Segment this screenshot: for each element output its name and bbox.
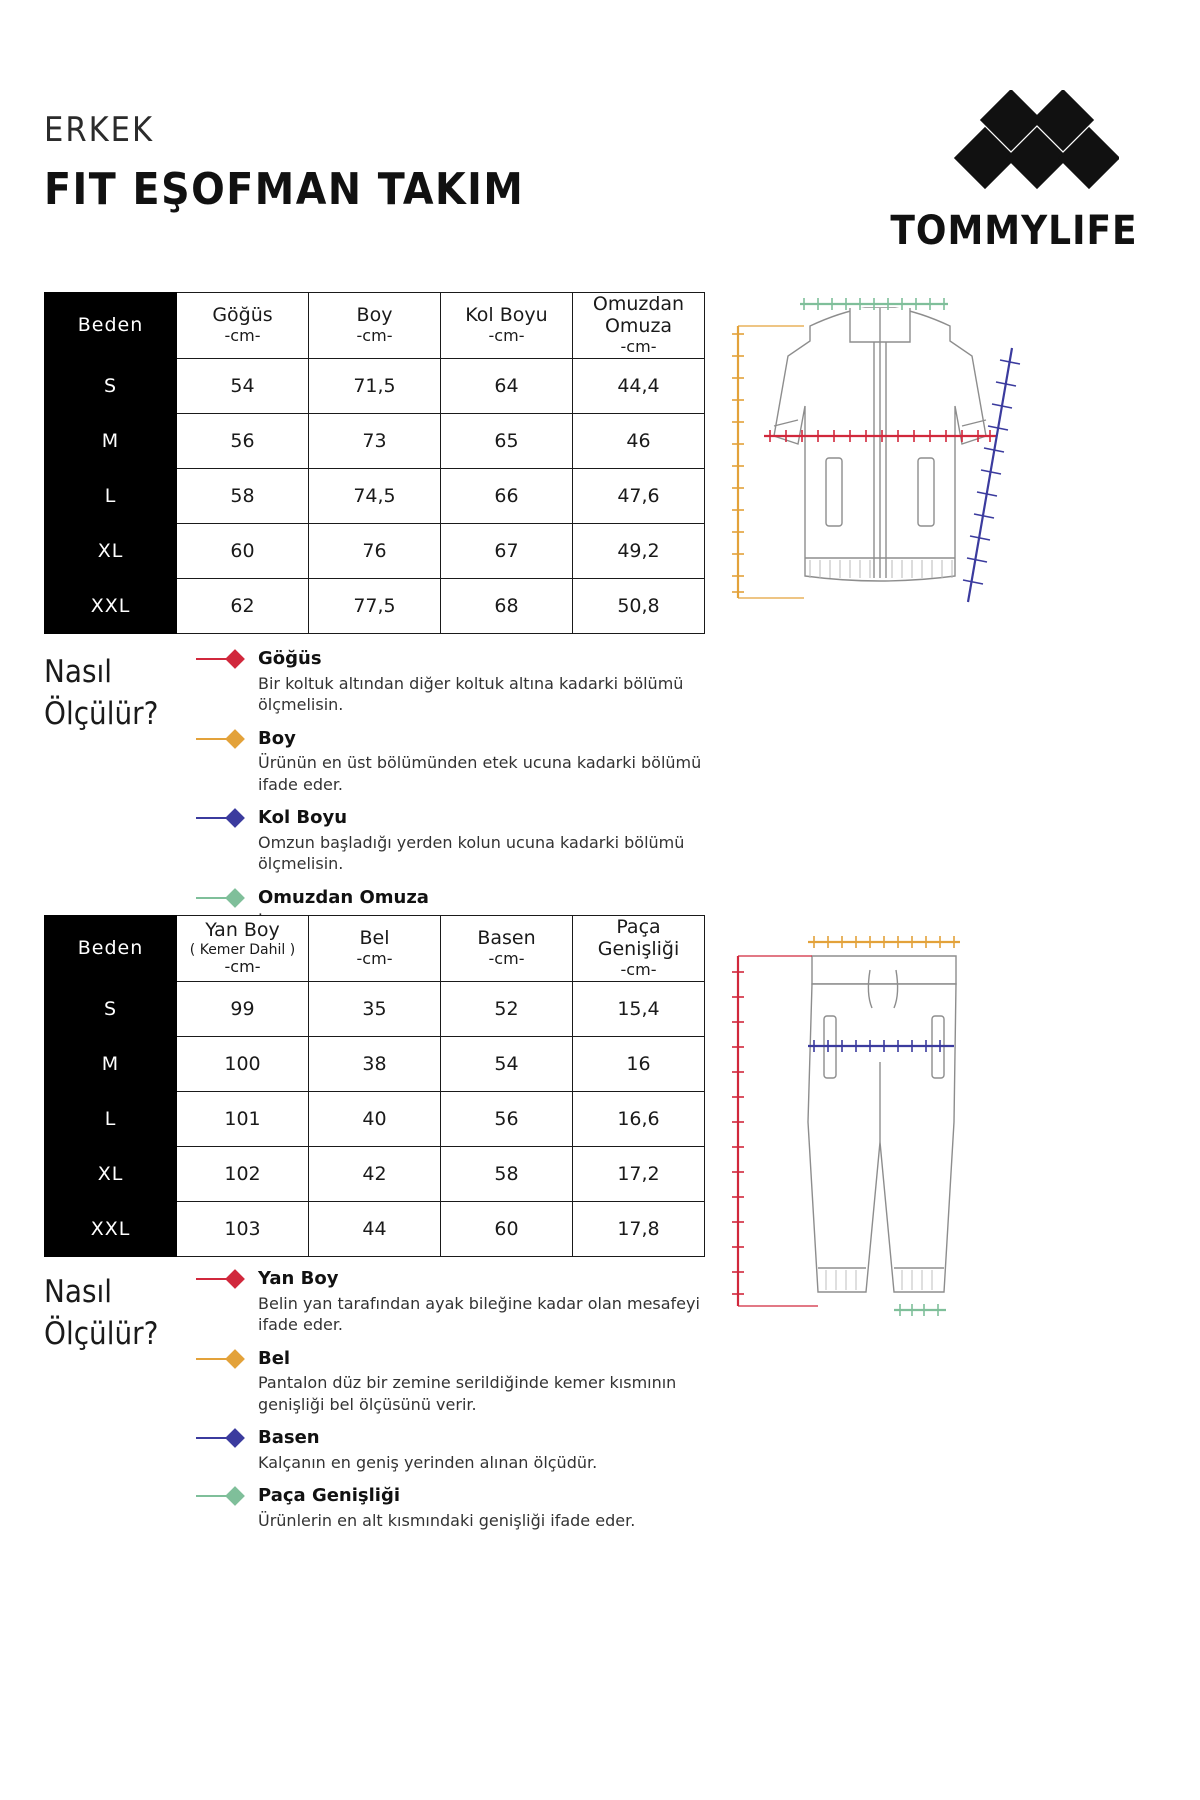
legend-label: Bel: [258, 1347, 291, 1369]
table-row: [45, 414, 705, 469]
cell-length: 74,5: [309, 469, 441, 524]
legend-description: Belin yan tarafından ayak bileğine kadar olan mesafeyi ifade eder.: [258, 1293, 700, 1335]
column-header-size: Beden: [45, 293, 177, 359]
jacket-technical-drawing: [700, 286, 1060, 640]
cell-sleeve: 66: [441, 469, 573, 524]
cell-size: XL: [45, 1147, 177, 1202]
cell-waist: 44: [309, 1202, 441, 1257]
cell-hip: 58: [441, 1147, 573, 1202]
cell-waist: 38: [309, 1037, 441, 1092]
cell-waist: 40: [309, 1092, 441, 1147]
legend-item-basen: [196, 1427, 724, 1473]
cell-size: XXL: [45, 579, 177, 634]
pants-technical-drawing: [700, 912, 1060, 1356]
cell-waist: 35: [309, 982, 441, 1037]
yellow-diamond-icon: [196, 1352, 251, 1366]
legend-description: Bir koltuk altından diğer koltuk altına kadarki bölümü ölçmelisin.: [258, 673, 684, 715]
cell-hip: 60: [441, 1202, 573, 1257]
cell-size: L: [45, 469, 177, 524]
cell-size: S: [45, 982, 177, 1037]
cell-hip: 54: [441, 1037, 573, 1092]
purple-diamond-icon: [196, 811, 251, 825]
legend-item-yan-boy: [196, 1268, 724, 1336]
cell-shoulder: 47,6: [573, 469, 705, 524]
table-row: [45, 469, 705, 524]
legend-item-kol-boyu: [196, 807, 724, 875]
legend-lower: [44, 1268, 724, 1544]
legend-label: Basen: [258, 1427, 320, 1449]
cell-chest: 54: [177, 359, 309, 414]
column-header-leg-opening: Paça Genişliği -cm-: [573, 916, 705, 982]
page-category: ERKEK: [44, 110, 155, 150]
bottom-size-table: [44, 915, 705, 1257]
green-diamond-icon: [196, 1489, 251, 1503]
cell-length: 71,5: [309, 359, 441, 414]
legend-item-gogus: [196, 648, 724, 716]
page-header: [44, 110, 1164, 254]
table-header-row: [45, 293, 705, 359]
cell-leg-opening: 15,4: [573, 982, 705, 1037]
cell-size: M: [45, 414, 177, 469]
table-row: [45, 359, 705, 414]
cell-chest: 58: [177, 469, 309, 524]
legend-title: Nasıl Ölçülür?: [44, 654, 159, 732]
cell-size: XL: [45, 524, 177, 579]
column-header-length: Boy -cm-: [309, 293, 441, 359]
cell-side-length: 99: [177, 982, 309, 1037]
cell-leg-opening: 17,2: [573, 1147, 705, 1202]
red-diamond-icon: [196, 652, 251, 666]
cell-chest: 62: [177, 579, 309, 634]
legend-description: Kalçanın en geniş yerinden alınan ölçüdür.: [258, 1452, 598, 1472]
cell-leg-opening: 16,6: [573, 1092, 705, 1147]
table-row: [45, 1092, 705, 1147]
cell-hip: 52: [441, 982, 573, 1037]
table-row: [45, 982, 705, 1037]
legend-description: Ürünlerin en alt kısmındaki genişliği ifade eder.: [258, 1510, 636, 1530]
column-header-sleeve: Kol Boyu -cm-: [441, 293, 573, 359]
column-header-size: Beden: [45, 916, 177, 982]
legend-description: Ürünün en üst bölümünden etek ucuna kadarki bölümü ifade eder.: [258, 753, 702, 794]
legend-label: Boy: [258, 727, 296, 749]
column-header-waist: Bel -cm-: [309, 916, 441, 982]
column-header-shoulder: Omuzdan Omuza -cm-: [573, 293, 705, 359]
purple-diamond-icon: [196, 1431, 251, 1445]
cell-waist: 42: [309, 1147, 441, 1202]
column-header-side-length: Yan Boy ( Kemer Dahil ) -cm-: [177, 916, 309, 982]
cell-side-length: 102: [177, 1147, 309, 1202]
table-header-row: [45, 916, 705, 982]
cell-sleeve: 67: [441, 524, 573, 579]
page-title: FIT EŞOFMAN TAKIM: [44, 164, 525, 215]
cell-leg-opening: 16: [573, 1037, 705, 1092]
legend-description: Omzun başladığı yerden kolun ucuna kadarki bölümü ölçmelisin.: [258, 832, 685, 874]
legend-description: Pantalon düz bir zemine serildiğinde kemer kısmının genişliği bel ölçüsünü verir.: [258, 1373, 677, 1414]
table-row: [45, 579, 705, 634]
table-row: [45, 1147, 705, 1202]
cell-size: S: [45, 359, 177, 414]
cell-side-length: 101: [177, 1092, 309, 1147]
legend-label: Omuzdan Omuza: [258, 887, 429, 909]
cell-size: L: [45, 1092, 177, 1147]
cell-length: 76: [309, 524, 441, 579]
legend-item-boy: [196, 728, 724, 796]
legend-upper: [44, 648, 724, 945]
cell-chest: 60: [177, 524, 309, 579]
table-row: [45, 1037, 705, 1092]
legend-label: Kol Boyu: [258, 807, 348, 829]
cell-hip: 56: [441, 1092, 573, 1147]
cell-shoulder: 50,8: [573, 579, 705, 634]
cell-chest: 56: [177, 414, 309, 469]
cell-shoulder: 49,2: [573, 524, 705, 579]
cell-side-length: 100: [177, 1037, 309, 1092]
title-block: [44, 110, 524, 215]
red-diamond-icon: [196, 1272, 251, 1286]
cell-size: M: [45, 1037, 177, 1092]
top-size-table: [44, 292, 705, 634]
legend-label: Paça Genişliği: [258, 1485, 401, 1507]
column-header-hip: Basen -cm-: [441, 916, 573, 982]
cell-shoulder: 44,4: [573, 359, 705, 414]
legend-item-bel: [196, 1348, 724, 1416]
cell-sleeve: 65: [441, 414, 573, 469]
legend-item-paca-genisligi: [196, 1485, 724, 1531]
green-diamond-icon: [196, 891, 251, 905]
yellow-diamond-icon: [196, 732, 251, 746]
cell-size: XXL: [45, 1202, 177, 1257]
brand-name: TOMMYLIFE: [890, 208, 1138, 254]
column-header-chest: Göğüs -cm-: [177, 293, 309, 359]
diamond-grid-logo-icon: [864, 90, 1164, 194]
table-row: [45, 1202, 705, 1257]
cell-length: 77,5: [309, 579, 441, 634]
table-row: [45, 524, 705, 579]
brand-logo: [864, 90, 1164, 254]
cell-sleeve: 68: [441, 579, 573, 634]
cell-leg-opening: 17,8: [573, 1202, 705, 1257]
legend-title: Nasıl Ölçülür?: [44, 1274, 159, 1352]
cell-side-length: 103: [177, 1202, 309, 1257]
legend-label: Göğüs: [258, 648, 322, 669]
cell-length: 73: [309, 414, 441, 469]
legend-label: Yan Boy: [258, 1268, 339, 1289]
cell-shoulder: 46: [573, 414, 705, 469]
cell-sleeve: 64: [441, 359, 573, 414]
